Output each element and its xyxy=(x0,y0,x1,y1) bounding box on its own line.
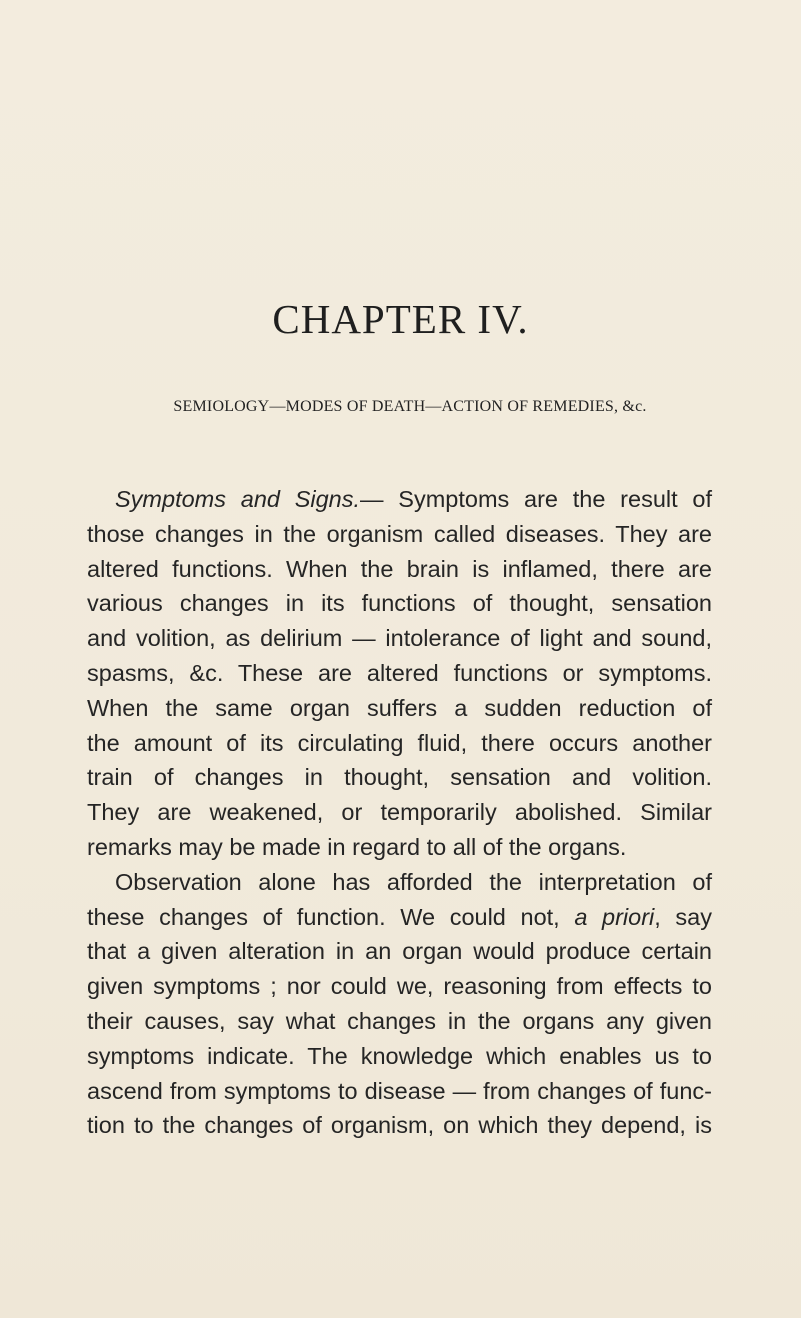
paragraph-2-line-2-after: , say xyxy=(654,903,712,930)
paragraph-2-line xyxy=(87,900,712,935)
paragraph-2-line: that a given alteration in an organ would produce certain xyxy=(87,938,712,965)
paragraph-2-line: Observation alone has afforded the interpretation of xyxy=(115,868,712,895)
paragraph-1-line: train of changes in thought, sensation and volition. xyxy=(87,764,712,791)
latin-phrase: a priori xyxy=(574,903,655,930)
chapter-title: CHAPTER IV. xyxy=(272,296,529,342)
paragraph-2-line: tion to the changes of organism, on which they depend, is xyxy=(87,1112,712,1139)
paragraph-1-line: various changes in its functions of thought, sensation xyxy=(87,590,712,617)
section-heading: Symptoms and Signs. xyxy=(115,486,361,512)
paragraph-1-line: the amount of its circulating fluid, there occurs another xyxy=(87,729,712,756)
paragraph-1-line-1 xyxy=(87,482,712,517)
chapter-subtitle: SEMIOLOGY—MODES OF DEATH—ACTION OF REMEDIES, &c. xyxy=(173,398,647,415)
paragraph-1-line: They are weakened, or temporarily abolished. Similar xyxy=(87,799,712,826)
paragraph-2-line: ascend from symptoms to disease — from changes of func- xyxy=(87,1077,712,1104)
paragraph-1-line: spasms, &c. These are altered functions or symptoms. xyxy=(87,659,712,686)
paragraph-1-line: When the same organ suffers a sudden reduction of xyxy=(87,694,712,721)
paragraph-1-line: and volition, as delirium — intolerance of light and sound, xyxy=(87,625,712,652)
paragraph-1-line: those changes in the organism called diseases. They are xyxy=(87,520,712,547)
paragraph-2-line: their causes, say what changes in the organs any given xyxy=(87,1007,712,1034)
body-text xyxy=(87,482,712,1143)
paragraph-2-line: given symptoms ; nor could we, reasoning from effects to xyxy=(87,973,712,1000)
paragraph-1-line: altered functions. When the brain is inflamed, there are xyxy=(87,555,712,582)
paragraph-1-line-1-text: — Symptoms are the result of xyxy=(360,486,712,512)
paragraph-2-line: symptoms indicate. The knowledge which enables us to xyxy=(87,1042,712,1069)
paragraph-1-line: remarks may be made in regard to all of the organs. xyxy=(87,833,627,860)
paragraph-2-line-2-before: these changes of function. We could not, xyxy=(87,903,560,930)
